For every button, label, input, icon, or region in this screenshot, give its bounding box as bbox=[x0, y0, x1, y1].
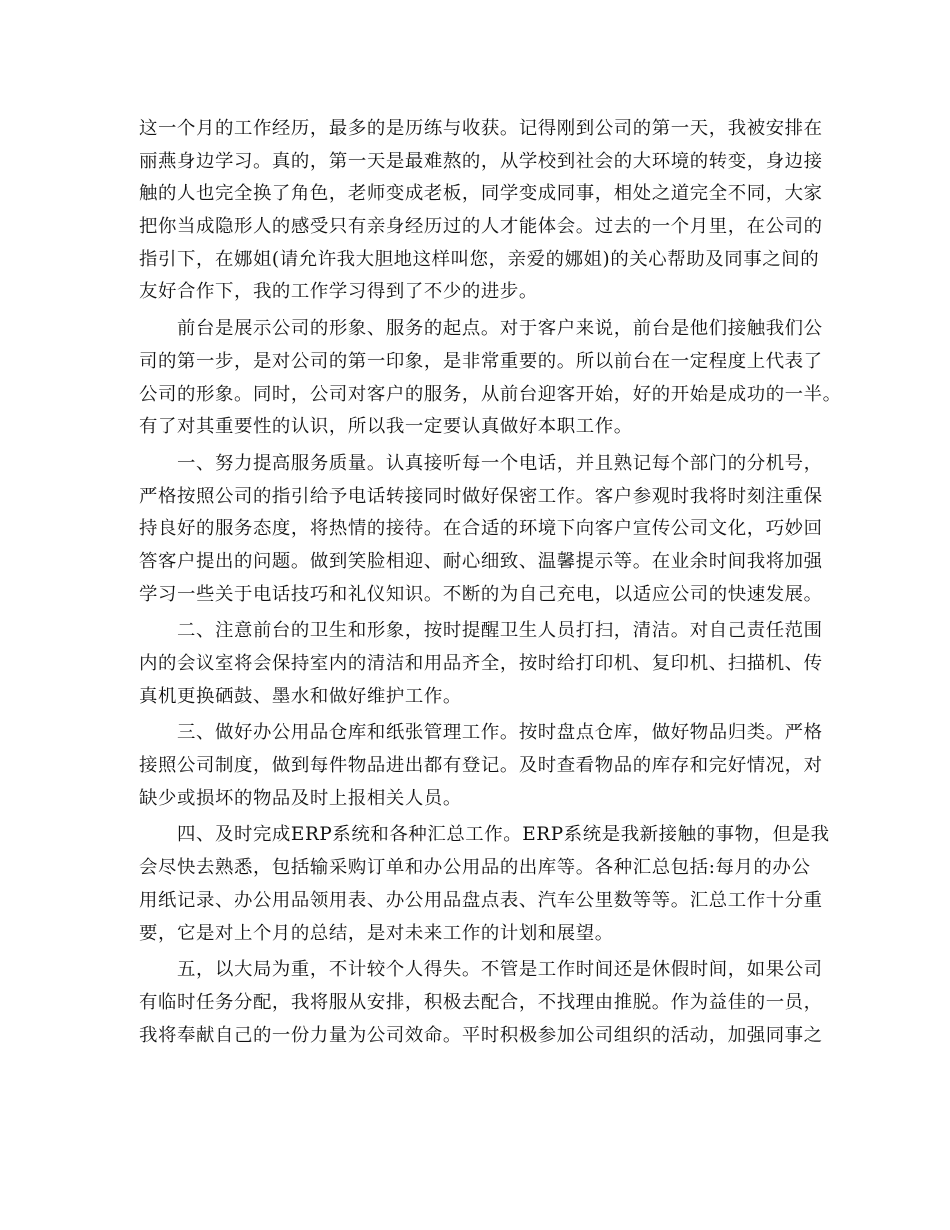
text-line: 指引下，在娜姐(请允许我大胆地这样叫您，亲爱的娜姐)的关心帮助及同事之间的 bbox=[139, 248, 820, 270]
text-line: 把你当成隐形人的感受只有亲身经历过的人才能体会。过去的一个月里，在公司的 bbox=[139, 216, 823, 238]
text-line: 答客户提出的问题。做到笑脸相迎、耐心细致、温馨提示等。在业余时间我将加强 bbox=[139, 550, 823, 572]
text-line: 学习一些关于电话技巧和礼仪知识。不断的为自己充电，以适应公司的快速发展。 bbox=[139, 583, 823, 605]
text-line: 友好合作下，我的工作学习得到了不少的进步。 bbox=[139, 281, 538, 303]
text-line: 触的人也完全换了角色，老师变成老板，同学变成同事，相处之道完全不同，大家 bbox=[139, 183, 823, 205]
paragraph-front-desk bbox=[139, 313, 842, 444]
text-line: 内的会议室将会保持室内的清洁和用品齐全，按时给打印机、复印机、扫描机、传 bbox=[139, 653, 823, 674]
text-line: 二、注意前台的卫生和形象，按时提醒卫生人员打扫，清洁。对自己责任范围 bbox=[139, 620, 823, 642]
paragraph-intro bbox=[139, 113, 839, 309]
text-line: 用纸记录、办公用品领用表、办公用品盘点表、汽车公里数等等。汇总工作十分重 bbox=[139, 889, 823, 911]
paragraph-point-two bbox=[139, 615, 839, 713]
text-line: 缺少或损坏的物品及时上报相关人员。 bbox=[139, 787, 462, 809]
text-line: 五，以大局为重，不计较个人得失。不管是工作时间还是休假时间，如果公司 bbox=[139, 959, 823, 981]
text-line: 会尽快去熟悉，包括输采购订单和办公用品的出库等。各种汇总包括:每月的办公 bbox=[139, 857, 811, 879]
text-line: 一、努力提高服务质量。认真接听每一个电话，并且熟记每个部门的分机号， bbox=[139, 452, 823, 474]
text-line: 前台是展示公司的形象、服务的起点。对于客户来说，前台是他们接触我们公 bbox=[139, 318, 823, 340]
text-line: 三、做好办公用品仓库和纸张管理工作。按时盘点仓库，做好物品归类。严格 bbox=[139, 722, 823, 744]
text-line: 持良好的服务态度，将热情的接待。在合适的环境下向客户宣传公司文化，巧妙回 bbox=[139, 518, 823, 540]
text-line: 公司的形象。同时，公司对客户的服务，从前台迎客开始，好的开始是成功的一半。 bbox=[139, 383, 842, 405]
paragraph-point-one bbox=[139, 448, 839, 611]
paragraph-point-three bbox=[139, 717, 839, 815]
text-line: 接照公司制度，做到每件物品进出都有登记。及时查看物品的库存和完好情况，对 bbox=[139, 755, 823, 777]
text-line: 四、及时完成ERP系统和各种汇总工作。ERP系统是我新接触的事物，但是我 bbox=[139, 824, 830, 846]
paragraph-point-four bbox=[139, 819, 839, 950]
text-line: 我将奉献自己的一份力量为公司效命。平时积极参加公司组织的活动，加强同事之 bbox=[139, 1024, 823, 1046]
text-line: 要，它是对上个月的总结，是对未来工作的计划和展望。 bbox=[139, 922, 614, 944]
text-line: 司的第一步，是对公司的第一印象，是非常重要的。所以前台在一定程度上代表了 bbox=[139, 350, 823, 372]
text-line: 有了对其重要性的认识，所以我一定要认真做好本职工作。 bbox=[139, 416, 633, 438]
text-line: 这一个月的工作经历，最多的是历练与收获。记得刚到公司的第一天，我被安排在 bbox=[139, 118, 823, 139]
document-body bbox=[139, 113, 842, 1052]
text-line: 真机更换硒鼓、墨水和做好维护工作。 bbox=[139, 685, 462, 707]
text-line: 丽燕身边学习。真的，第一天是最难熬的，从学校到社会的大环境的转变，身边接 bbox=[139, 150, 823, 172]
text-line: 有临时任务分配，我将服从安排，积极去配合，不找理由推脱。作为益佳的一员， bbox=[139, 991, 823, 1013]
text-line: 严格按照公司的指引给予电话转接同时做好保密工作。客户参观时我将时刻注重保 bbox=[139, 485, 823, 507]
paragraph-point-five bbox=[139, 954, 839, 1052]
